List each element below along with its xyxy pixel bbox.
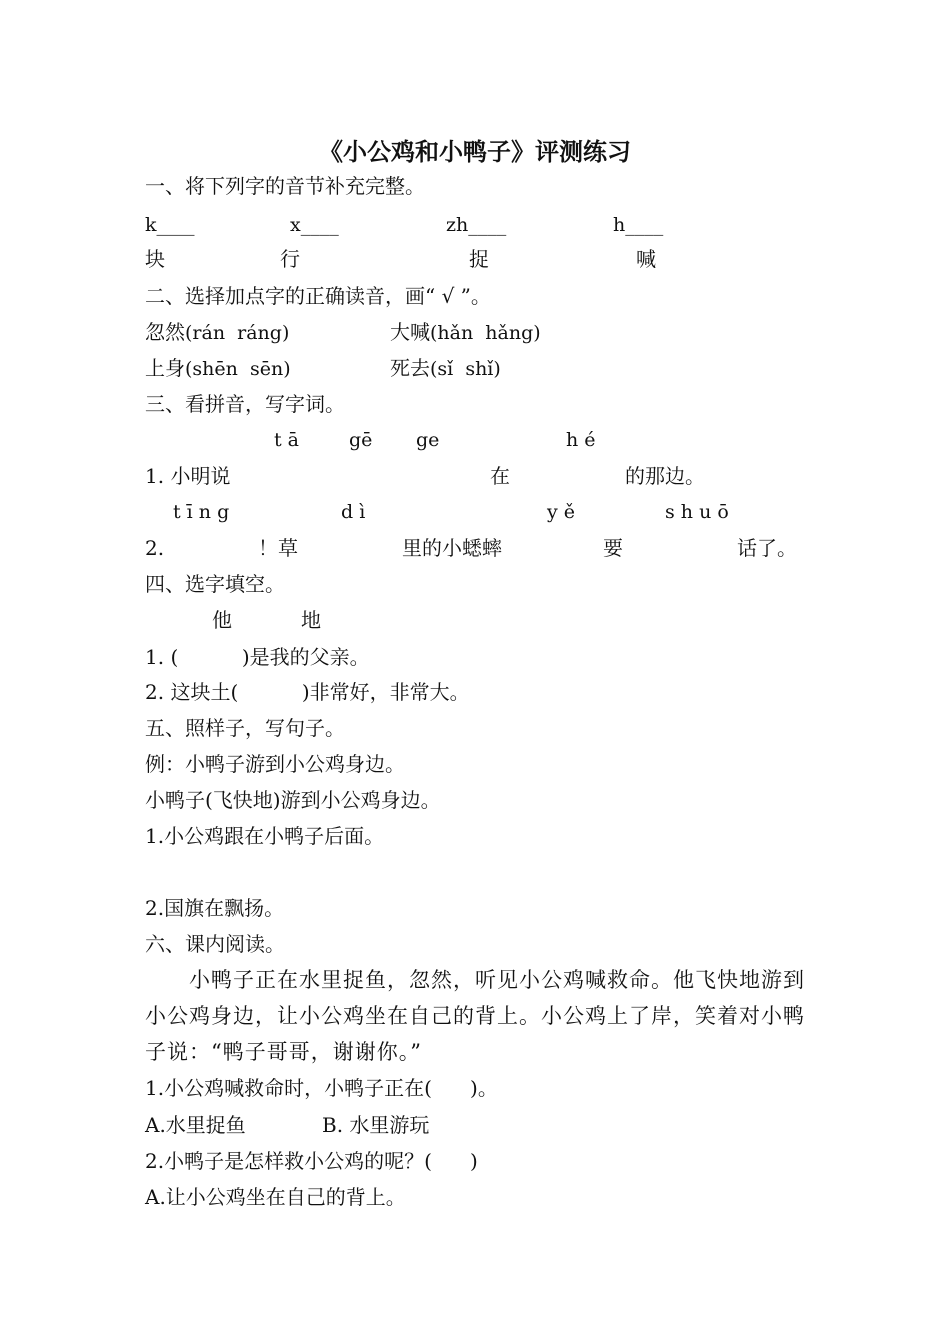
character: 块 [145,247,165,271]
reading-choice [145,320,289,345]
character: 捉 [469,247,489,271]
choice-word: 上身 [145,356,185,380]
reading-passage: 小鸭子正在水里捉鱼，忽然，听见小公鸡喊救命。他飞快地游到小公鸡身边，让小公鸡坐在自己的背上。小公鸡上了岸，笑着对小鸭子说：“鸭子哥哥，谢谢你。” [145,968,805,1064]
pinyin: ge [416,429,440,451]
syllable-blank: h____ [613,214,664,236]
syllable-blank: k____ [145,214,195,236]
section-3-heading: 三、看拼音，写字词。 [145,392,345,416]
choice-options: (hǎn hǎng) [430,322,541,344]
choice-options: (sǐ shǐ) [430,358,501,380]
pinyin: s h u ō [665,501,729,523]
sentence-part: ！草 [258,536,298,560]
answer-option: B. 水里游玩 [322,1113,430,1137]
section-1-heading: 一、将下列字的音节补充完整。 [145,174,425,198]
pinyin: t ī n g [173,501,230,523]
reading-choice [390,356,501,381]
section-2-heading: 二、选择加点字的正确读音，画“ √ ”。 [145,284,491,308]
pinyin: h é [566,429,596,451]
character: 喊 [636,247,656,271]
pinyin: d ì [341,501,366,523]
section-4-heading: 四、选字填空。 [145,572,285,596]
example-sentence: 小鸭子(飞快地)游到小公鸡身边。 [145,788,441,812]
example-sentence: 例：小鸭子游到小公鸡身边。 [145,752,405,776]
rewrite-question: 1.小公鸡跟在小鸭子后面。 [145,824,385,848]
sentence-part: 话了。 [737,536,797,560]
fill-question: 2. 这块土( )非常好，非常大。 [145,680,470,704]
answer-option: A.让小公鸡坐在自己的背上。 [145,1185,406,1209]
reading-choice [145,356,291,381]
choice-char: 他 [212,608,232,632]
pinyin: gē [349,429,373,451]
reading-question: 1.小公鸡喊救命时，小鸭子正在( )。 [145,1076,498,1100]
choice-options: (shēn sēn) [185,358,291,380]
pinyin: t ā [274,429,300,451]
choice-char: 地 [301,608,321,632]
reading-choice [390,320,541,345]
section-5-heading: 五、照样子，写句子。 [145,716,345,740]
choice-options: (rán ráng) [185,322,290,344]
character: 行 [280,247,300,271]
fill-question: 1. ( )是我的父亲。 [145,645,370,669]
pinyin: y ě [547,501,576,523]
sentence-part: 1. 小明说 [145,464,231,488]
syllable-blank: zh____ [446,214,507,236]
sentence-part: 要 [603,536,623,560]
reading-question: 2.小鸭子是怎样救小公鸡的呢？( ) [145,1149,478,1173]
rewrite-question: 2.国旗在飘扬。 [145,896,285,920]
sentence-part: 的那边。 [625,464,705,488]
answer-option: A.水里捉鱼 [145,1113,246,1137]
syllable-blank: x____ [290,214,339,236]
choice-word: 大喊 [390,320,430,344]
sentence-part: 里的小蟋蟀 [402,536,502,560]
sentence-part: 2. [145,536,165,560]
page-title: 《小公鸡和小鸭子》评测练习 [319,138,631,166]
choice-word: 忽然 [145,320,185,344]
choice-word: 死去 [390,356,430,380]
section-6-heading: 六、课内阅读。 [145,932,285,956]
sentence-part: 在 [490,464,510,488]
